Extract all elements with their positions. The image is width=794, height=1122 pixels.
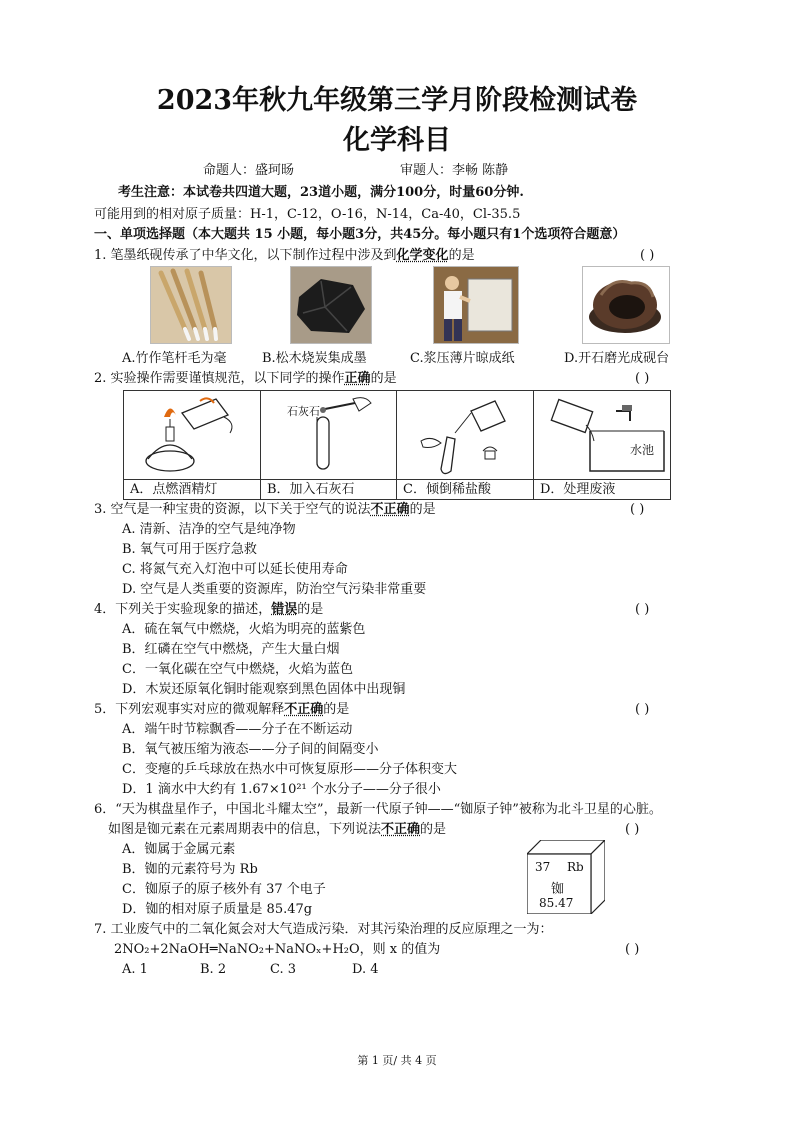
alcohol-lamp-icon bbox=[124, 391, 260, 479]
q3-stem: 3. 空气是一种宝贵的资源，以下关于空气的说法不正确的是 bbox=[94, 502, 436, 517]
pouring-acid-icon bbox=[397, 391, 533, 479]
q2-cell-d[interactable] bbox=[534, 391, 670, 499]
rubidium-element-card bbox=[527, 840, 605, 914]
q1-option-d[interactable]: D.开石磨光成砚台 bbox=[564, 351, 670, 366]
reviewers: 审题人：李畅 陈静 bbox=[400, 163, 509, 178]
q2-option-b: B．加入石灰石 bbox=[261, 479, 396, 499]
q3-option-c[interactable]: C. 将氮气充入灯泡中可以延长使用寿命 bbox=[122, 562, 348, 577]
q3-option-a[interactable]: A. 清新、洁净的空气是纯净物 bbox=[122, 522, 296, 537]
q5-option-d[interactable]: D．1 滴水中大约有 1.67×10²¹ 个水分子——分子很小 bbox=[122, 782, 441, 797]
charcoal-image bbox=[290, 266, 372, 344]
q6-stem-line1: 6．“天为棋盘星作子，中国北斗耀太空”，最新一代原子钟——“铷原子钟”被称为北斗卫星的心脏。 bbox=[94, 802, 662, 817]
q1-option-a[interactable]: A.竹作笔杆毛为毫 bbox=[122, 351, 227, 366]
exam-title: 2023年秋九年级第三学月阶段检测试卷 bbox=[156, 85, 638, 116]
exam-notice: 考生注意：本试卷共四道大题，23道小题，满分100分，时量60分钟. bbox=[118, 185, 524, 200]
q1-stem: 1. 笔墨纸砚传承了中华文化，以下制作过程中涉及到化学变化的是 bbox=[94, 248, 475, 263]
q4-option-a[interactable]: A．硫在氧气中燃烧，火焰为明亮的蓝紫色 bbox=[122, 622, 366, 637]
q6-stem: 如图是铷元素在元素周期表中的信息，下列说法不正确的是 bbox=[108, 822, 447, 837]
q7-option-d[interactable]: D. 4 bbox=[352, 962, 379, 977]
exam-subtitle: 化学科目 bbox=[343, 125, 451, 156]
inkstone-image bbox=[582, 266, 670, 344]
q6-option-d[interactable]: D．铷的相对原子质量是 85.47g bbox=[122, 902, 313, 917]
q2-answer-bracket[interactable]: ( ) bbox=[635, 371, 650, 386]
q7-answer-bracket[interactable]: ( ) bbox=[625, 942, 640, 957]
q2-cell-c[interactable] bbox=[397, 391, 534, 499]
q5-stem: 5．下列宏观事实对应的微观解释不正确的是 bbox=[94, 702, 350, 717]
limestone-label: 石灰石 bbox=[287, 405, 320, 418]
q2-option-d: D．处理废液 bbox=[534, 479, 670, 499]
q6-answer-bracket[interactable]: ( ) bbox=[625, 822, 640, 837]
element-symbol: Rb bbox=[567, 860, 584, 874]
test-tube-icon bbox=[261, 391, 396, 479]
brush-image bbox=[150, 266, 232, 344]
q1-option-c[interactable]: C.浆压薄片晾成纸 bbox=[410, 351, 515, 366]
q6-option-b[interactable]: B．铷的元素符号为 Rb bbox=[122, 862, 258, 877]
q2-option-a: A．点燃酒精灯 bbox=[124, 479, 260, 499]
waste-liquid-icon bbox=[534, 391, 670, 479]
q1-option-b[interactable]: B.松木烧炭集成墨 bbox=[262, 351, 367, 366]
element-name: 铷 bbox=[551, 882, 565, 897]
q2-option-grid bbox=[123, 390, 671, 500]
q2-cell-a[interactable] bbox=[124, 391, 261, 499]
pool-label: 水池 bbox=[630, 443, 655, 457]
q6-option-c[interactable]: C．铷原子的原子核外有 37 个电子 bbox=[122, 882, 326, 897]
q5-option-a[interactable]: A．端午时节粽飘香——分子在不断运动 bbox=[122, 722, 353, 737]
section-heading: 一、单项选择题（本大题共 15 小题，每小题3分，共45分。每小题只有1个选项符合题意） bbox=[94, 227, 626, 242]
q3-option-d[interactable]: D. 空气是人类重要的资源库，防治空气污染非常重要 bbox=[122, 582, 427, 597]
q2-option-c: C．倾倒稀盐酸 bbox=[397, 479, 533, 499]
q1-answer-bracket[interactable]: ( ) bbox=[640, 248, 655, 263]
q3-answer-bracket[interactable]: ( ) bbox=[630, 502, 645, 517]
authors: 命题人：盛珂旸 bbox=[203, 163, 295, 178]
atomic-masses: 可能用到的相对原子质量：H-1，C-12，O-16，N-14，Ca-40，Cl-35.5 bbox=[94, 207, 521, 222]
q4-stem: 4．下列关于实验现象的描述，错误的是 bbox=[94, 602, 324, 617]
q5-option-c[interactable]: C．变瘪的乒乓球放在热水中可恢复原形——分子体积变大 bbox=[122, 762, 457, 777]
q7-option-a[interactable]: A. 1 bbox=[122, 962, 148, 977]
q4-option-d[interactable]: D．木炭还原氧化铜时能观察到黑色固体中出现铜 bbox=[122, 682, 406, 697]
q7-option-c[interactable]: C. 3 bbox=[270, 962, 297, 977]
q7-equation: 2NO₂+2NaOH═NaNO₂+NaNOₓ+H₂O，则 x 的值为 bbox=[114, 942, 441, 957]
page-footer: 第 1 页/ 共 4 页 bbox=[357, 1054, 437, 1067]
q5-option-b[interactable]: B．氧气被压缩为液态——分子间的间隔变小 bbox=[122, 742, 379, 757]
q3-option-b[interactable]: B. 氧气可用于医疗急救 bbox=[122, 542, 257, 557]
q6-option-a[interactable]: A．铷属于金属元素 bbox=[122, 842, 236, 857]
q7-stem-line1: 7. 工业废气中的二氧化氮会对大气造成污染．对其污染治理的反应原理之一为： bbox=[94, 922, 553, 937]
q4-answer-bracket[interactable]: ( ) bbox=[635, 602, 650, 617]
papermaking-image bbox=[433, 266, 519, 344]
element-mass: 85.47 bbox=[539, 896, 574, 910]
q4-option-b[interactable]: B．红磷在空气中燃烧，产生大量白烟 bbox=[122, 642, 340, 657]
q4-option-c[interactable]: C．一氧化碳在空气中燃烧，火焰为蓝色 bbox=[122, 662, 353, 677]
element-number: 37 bbox=[535, 860, 551, 874]
q2-cell-b[interactable] bbox=[261, 391, 397, 499]
q2-stem: 2. 实验操作需要谨慎规范，以下同学的操作正确的是 bbox=[94, 371, 397, 386]
q5-answer-bracket[interactable]: ( ) bbox=[635, 702, 650, 717]
q7-option-b[interactable]: B. 2 bbox=[200, 962, 227, 977]
